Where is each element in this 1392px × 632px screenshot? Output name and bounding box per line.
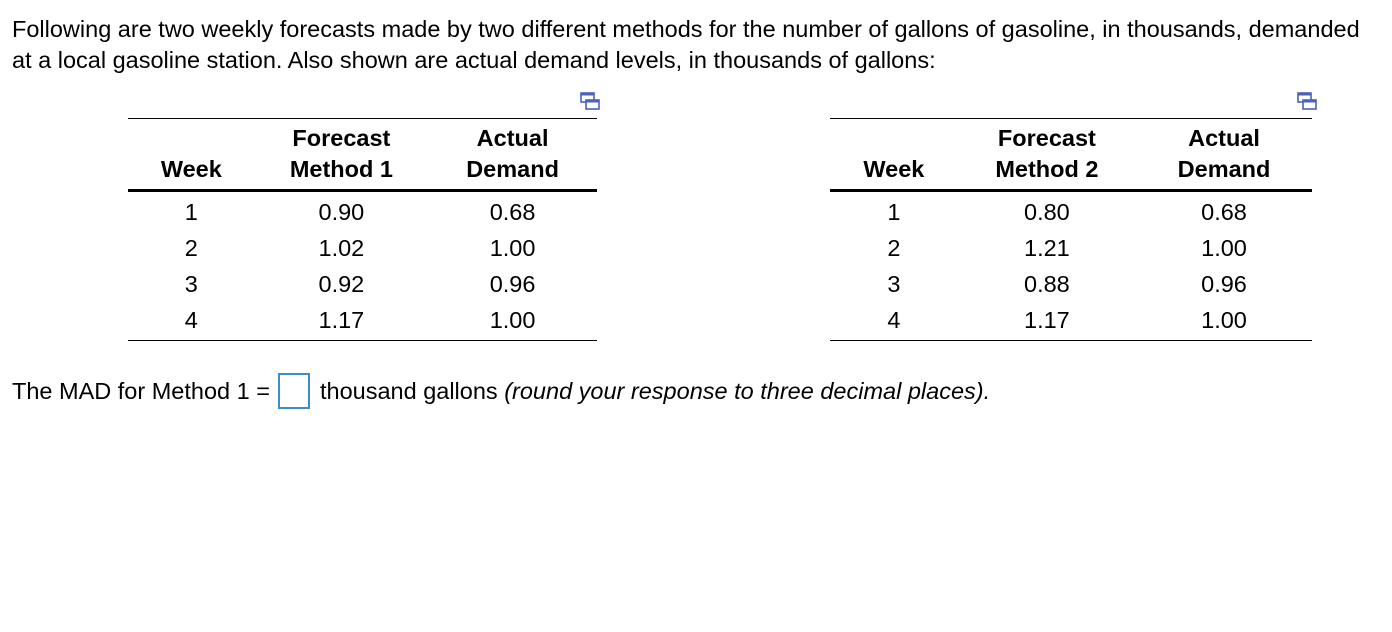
cell-actual: 1.00 [1201,234,1247,261]
copy-table-icon[interactable] [1297,92,1317,110]
cell-actual: 1.00 [1201,306,1247,333]
cell-week: 2 [887,234,901,261]
cell-forecast: 0.92 [318,270,365,297]
forecast-table-method-2 [830,118,1312,341]
cell-forecast: 0.80 [1024,198,1070,225]
table-row [830,302,1312,341]
header-forecast-top: Forecast [292,125,391,151]
header-actual-top: Actual [476,125,549,151]
cell-actual: 1.00 [489,234,536,261]
mad-answer-input[interactable] [278,373,310,409]
cell-forecast: 1.21 [1024,234,1070,261]
answer-suffix: thousand gallons [319,378,498,404]
header-actual-top: Actual [1188,125,1260,151]
cell-actual: 0.96 [1201,270,1247,297]
cell-forecast: 1.02 [318,234,365,261]
cell-week: 1 [184,198,198,225]
cell-week: 4 [184,306,198,333]
cell-week: 4 [887,306,901,333]
answer-prefix: The MAD for Method 1 = [12,378,270,404]
cell-actual: 1.00 [489,306,536,333]
cell-forecast: 0.90 [318,198,365,225]
header-actual-bottom: Demand [428,154,597,191]
header-forecast-bottom: Method 1 [255,154,429,191]
answer-line [12,372,990,410]
table-row [128,302,597,341]
copy-table-icon[interactable] [580,92,600,110]
cell-actual: 0.96 [489,270,536,297]
header-forecast-top: Forecast [997,125,1096,151]
cell-week: 3 [887,270,901,297]
table-row [830,230,1312,266]
cell-week: 2 [184,234,198,261]
header-week-spacer [128,119,255,155]
header-forecast-bottom: Method 2 [958,154,1136,191]
header-week: Week [830,154,958,191]
cell-forecast: 0.88 [1024,270,1070,297]
table-row [128,191,597,231]
header-week: Week [128,154,255,191]
question-intro: Following are two weekly forecasts made by two different methods for the number of gallons of gasoline, in thousands, demanded at a local gasoline station. Also shown are actual demand levels, in thousands of gallons: [12,16,1360,73]
header-week-spacer [830,119,958,155]
cell-forecast: 1.17 [318,306,365,333]
cell-actual: 0.68 [489,198,536,225]
forecast-table-method-1 [128,118,597,341]
table-row [128,266,597,302]
cell-forecast: 1.17 [1024,306,1070,333]
cell-week: 1 [887,198,901,225]
answer-instruction: (round your response to three decimal places). [504,378,991,404]
table-row [830,191,1312,231]
header-actual-bottom: Demand [1136,154,1312,191]
table-row [128,230,597,266]
cell-week: 3 [184,270,198,297]
table-row [830,266,1312,302]
cell-actual: 0.68 [1201,198,1247,225]
